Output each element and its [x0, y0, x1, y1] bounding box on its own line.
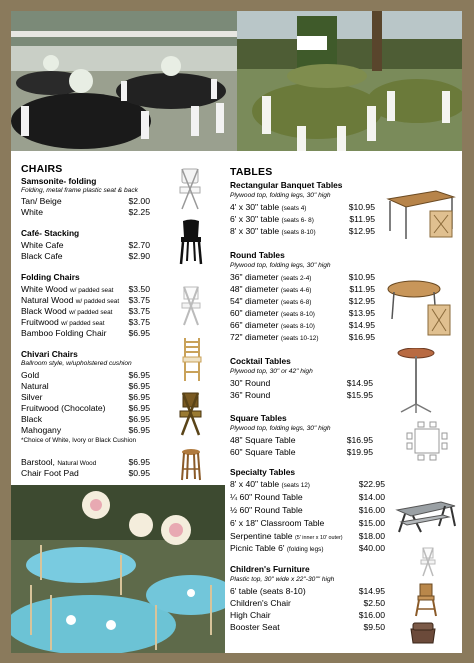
barstool-icon — [180, 449, 202, 481]
table-row: 8' x 40" table (seats 12) — [230, 479, 310, 489]
banquet-desc: Plywood top, folding legs, 30" high — [230, 192, 331, 199]
table-price: $11.95 — [349, 284, 375, 294]
table-price: $19.95 — [346, 447, 373, 457]
children-chair-icon — [419, 547, 437, 577]
table-name: 48" Square Table — [230, 435, 296, 445]
bamboo-chair-icon — [175, 391, 205, 437]
chivari-heading: Chivari Chairs — [21, 349, 78, 359]
chair-price: $3.50 — [128, 284, 150, 294]
table-row: 54" diameter (seats 6-8) — [230, 296, 312, 306]
chair-price: $2.70 — [128, 240, 150, 250]
chair-price: $6.95 — [128, 328, 150, 338]
white-wood-chair-icon — [179, 286, 203, 326]
chair-name: Natural — [21, 381, 49, 391]
chair-row: Bamboo Folding Chair — [21, 328, 107, 338]
chair-row: Black Wood w/ padded seat — [21, 306, 113, 316]
round-heading: Round Tables — [230, 250, 285, 260]
chair-name: Black Cafe — [21, 251, 63, 261]
cafe-heading: Café- Stacking — [21, 228, 80, 238]
chair-price: $6.95 — [128, 392, 150, 402]
square-heading: Square Tables — [230, 413, 287, 423]
samsonite-heading: Samsonite- folding — [21, 176, 97, 186]
chair-name: Fruitwood (Chocolate) — [21, 403, 106, 413]
chair-price: $6.95 — [128, 425, 150, 435]
chair-row: Chair Foot Pad — [21, 468, 79, 478]
table-row: 8' x 30" table (seats 8-10) — [230, 226, 316, 236]
chair-row: Natural Wood w/ padded seat — [21, 295, 120, 305]
table-row: 6' x 18" Classroom Table — [230, 518, 325, 528]
white-folding-chair-icon — [176, 167, 204, 211]
chair-price: $6.95 — [128, 457, 150, 467]
chair-price: $0.95 — [128, 468, 150, 478]
table-row: 48" diameter (seats 4-6) — [230, 284, 312, 294]
photo-black-tables — [11, 11, 237, 151]
children-price: $14.95 — [358, 586, 385, 596]
table-price: $14.00 — [358, 492, 385, 502]
table-price: $22.95 — [358, 479, 385, 489]
banquet-heading: Rectangular Banquet Tables — [230, 180, 343, 190]
children-heading: Children's Furniture — [230, 564, 310, 574]
chair-name: Tan/ Beige — [21, 196, 62, 206]
table-price: $16.95 — [348, 332, 375, 342]
chair-name: Black — [21, 414, 43, 424]
table-price: $12.95 — [348, 296, 375, 306]
children-name: 6' table (seats 8-10) — [230, 586, 306, 596]
table-row: 6' x 30" table (seats 6- 8) — [230, 214, 314, 224]
children-price: $2.50 — [363, 598, 385, 608]
table-price: $12.95 — [348, 226, 375, 236]
table-price: $16.00 — [358, 505, 385, 515]
chair-row: Barstool, Natural Wood — [21, 457, 97, 467]
children-name: Booster Seat — [230, 622, 280, 632]
chivari-desc: Ballroom style, w/upholstered cushion — [21, 360, 132, 367]
children-price: $9.50 — [363, 622, 385, 632]
table-row: Picnic Table 6' (folding legs) — [230, 543, 324, 553]
chair-price: $3.75 — [128, 295, 150, 305]
table-price: $10.95 — [348, 272, 375, 282]
specialty-panel — [225, 467, 462, 653]
chair-name: Silver — [21, 392, 43, 402]
table-row: ¼ 60" Round Table — [230, 492, 303, 502]
table-price: $11.95 — [349, 214, 375, 224]
table-row: 60" diameter (seats 8-10) — [230, 308, 315, 318]
chair-price: $6.95 — [128, 414, 150, 424]
chair-price: $6.95 — [128, 370, 150, 380]
table-row: ½ 60" Round Table — [230, 505, 303, 515]
table-name: 60" Square Table — [230, 447, 296, 457]
booster-seat-icon — [409, 621, 437, 645]
children-name: High Chair — [230, 610, 271, 620]
table-name: 30" Round — [230, 378, 271, 388]
chair-price: $6.95 — [128, 381, 150, 391]
cocktail-heading: Cocktail Tables — [230, 356, 291, 366]
chair-name: White Cafe — [21, 240, 64, 250]
chair-price: $6.95 — [128, 403, 150, 413]
children-price: $16.00 — [358, 610, 385, 620]
chair-price: $2.25 — [128, 207, 150, 217]
picnic-table-icon — [395, 500, 457, 534]
round-table-icon — [386, 279, 454, 337]
photo-blue-tables — [11, 485, 225, 653]
table-name: 36" Round — [230, 390, 271, 400]
children-desc: Plastic top, 30" wide x 22"-30"" high — [230, 576, 335, 583]
table-price: $14.95 — [346, 378, 373, 388]
table-price: $16.95 — [346, 435, 373, 445]
table-row: Serpentine table (5' inner x 10' outer) — [230, 531, 343, 541]
specialty-heading: Specialty Tables — [230, 467, 296, 477]
table-price: $10.95 — [348, 202, 375, 212]
chair-name: White — [21, 207, 43, 217]
table-price: $15.00 — [358, 518, 385, 528]
samsonite-desc: Folding, metal frame plastic seat & back — [21, 187, 138, 194]
chivari-footnote: *Choice of White, Ivory or Black Cushion — [21, 437, 137, 444]
chair-price: $3.75 — [128, 317, 150, 327]
square-desc: Plywood top, folding legs, 30" high — [230, 425, 331, 432]
chairs-title: CHAIRS — [21, 163, 63, 175]
table-price: $14.95 — [348, 320, 375, 330]
table-row: 36" diameter (seats 2-4) — [230, 272, 312, 282]
table-row: 4' x 30" table (seats 4) — [230, 202, 307, 212]
tables-title: TABLES — [230, 166, 273, 178]
table-price: $40.00 — [358, 543, 385, 553]
table-row: 72" diameter (seats 10-12) — [230, 332, 319, 342]
cocktail-desc: Plywood top, 30" or 42" high — [230, 368, 313, 375]
chair-row: Fruitwood w/ padded seat — [21, 317, 105, 327]
folding-heading: Folding Chairs — [21, 272, 80, 282]
round-desc: Plywood top, folding legs, 30" high — [230, 262, 331, 269]
chair-price: $2.90 — [128, 251, 150, 261]
chair-name: Mahogany — [21, 425, 62, 435]
banquet-table-icon — [386, 189, 456, 241]
high-chair-icon — [415, 583, 437, 617]
gold-chivari-chair-icon — [180, 336, 204, 382]
content-panel — [11, 151, 462, 488]
square-table-diagram-icon — [403, 421, 453, 461]
table-price: $13.95 — [348, 308, 375, 318]
table-price: $15.95 — [346, 390, 373, 400]
photo-green-tables — [237, 11, 462, 151]
chair-price: $3.75 — [128, 306, 150, 316]
table-price: $18.00 — [358, 531, 385, 541]
black-cafe-chair-icon — [178, 219, 204, 265]
chair-row: White Wood w/ padded seat — [21, 284, 114, 294]
children-name: Children's Chair — [230, 598, 291, 608]
table-row: 66" diameter (seats 8-10) — [230, 320, 315, 330]
cocktail-table-icon — [396, 348, 436, 414]
chair-name: Gold — [21, 370, 40, 380]
chair-price: $2.00 — [128, 196, 150, 206]
